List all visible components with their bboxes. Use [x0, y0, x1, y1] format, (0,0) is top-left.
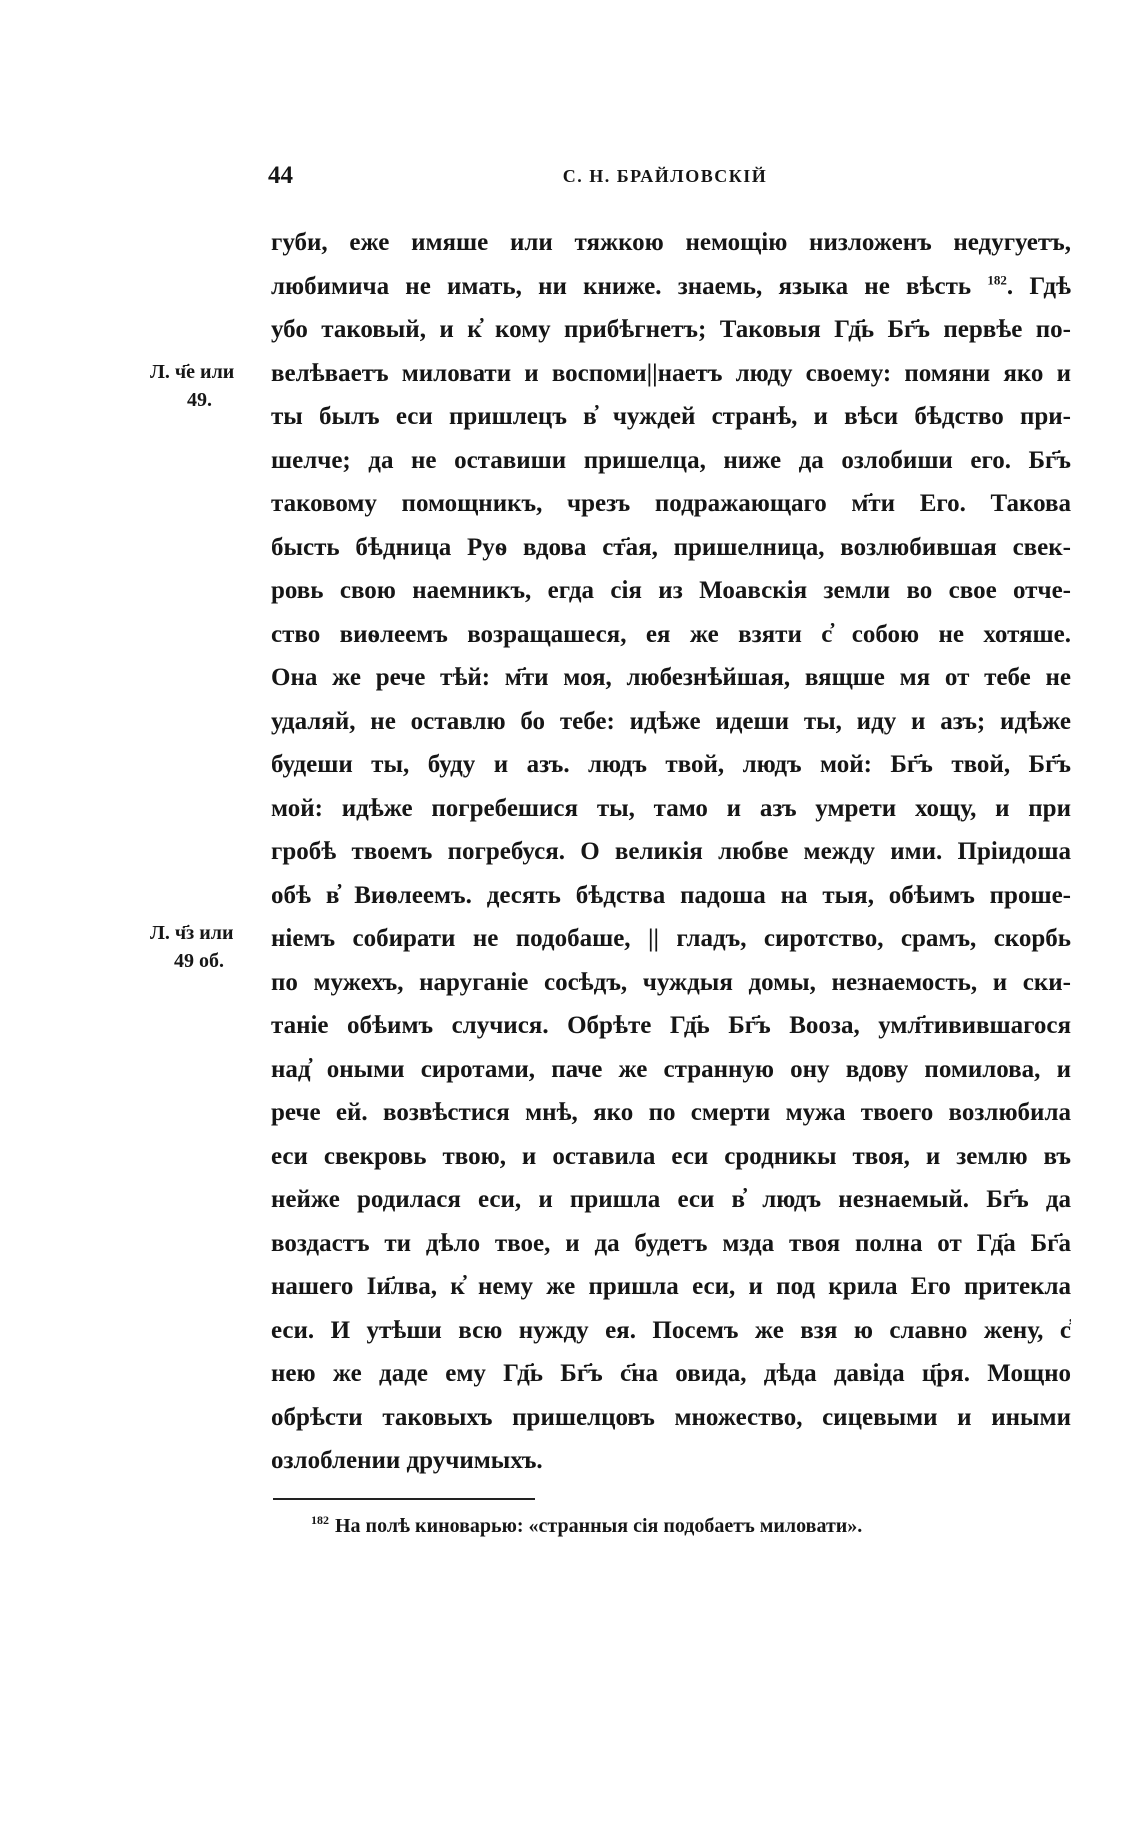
text-line — [271, 265, 1071, 309]
margin-note-line: 49. — [187, 389, 212, 411]
text-line: будеши ты, буду и азъ. людъ твой, людъ мой: Бг҃ъ твой, Бг҃ъ — [271, 751, 1071, 778]
text-line: над҆ оными сиротами, паче же странную ону вдову помилова, и — [271, 1055, 1071, 1083]
text-line: еси. И утѣши всю нужду ея. Посемъ же взя ю славно жену, с҆ — [271, 1316, 1071, 1344]
text-line: Она же рече тѣй: м҃ти моя, любезнѣйшая, вящше мя от тебе не — [271, 664, 1071, 691]
text-line: нею же даде ему Гд҃ь Бг҃ъ с҃на овида, дѣда давіда ц҃ря. Мощно — [271, 1360, 1071, 1387]
text-line: велѣваетъ миловати и воспоми||наетъ люду своему: помяни яко и — [271, 359, 1071, 387]
text-line: губи, еже имяше или тяжкою немощію низложенъ недугуетъ, — [271, 229, 1071, 256]
text-line: убо таковый, и к҆ кому прибѣгнетъ; Таковыя Гд҃ь Бг҃ъ первѣе по- — [271, 316, 1071, 343]
footnote-text: На полѣ киноварью: «странныя сія подобаетъ миловати». — [335, 1515, 863, 1537]
footnote-marker: 182 — [311, 1513, 329, 1528]
text-line: обѣ в҆ Виѳлеемъ. десять бѣдства падоша на тыя, обѣимъ проше- — [271, 881, 1071, 909]
text-line: ты былъ еси пришлецъ в҆ чуждей странѣ, и вѣси бѣдство при- — [271, 403, 1071, 430]
text-line: ніемъ собирати не подобаше, || гладъ, сиротство, срамъ, скорбь — [271, 925, 1071, 952]
text-line: воздастъ ти дѣло твое, и да будетъ мзда твоя полна от Гд҃а Бг҃а — [271, 1229, 1071, 1257]
text-line: шелче; да не оставиши пришелца, ниже да озлобиши его. Бг҃ъ — [271, 446, 1071, 474]
text-line: рече ей. возвѣстися мнѣ, яко по смерти мужа твоего возлюбила — [271, 1099, 1071, 1126]
text-segment: любимича не имать, ни книже. знаемь, языка не вѣсть — [271, 272, 988, 300]
text-line: озлоблении дручимыхъ. — [271, 1447, 543, 1474]
main-text — [271, 221, 1071, 1483]
margin-note-folio — [150, 358, 265, 414]
text-line: таніе обѣимъ случися. Обрѣте Гд҃ь Бг҃ъ Вооза, умл҃тивившагося — [271, 1012, 1071, 1039]
text-line: нейже родилася еси, и пришла еси в҆ людъ незнаемый. Бг҃ъ да — [271, 1186, 1071, 1213]
footnote-reference: 182 — [987, 272, 1007, 288]
text-line: мой: идѣже погребешися ты, тамо и азъ умрети хощу, и при — [271, 794, 1071, 822]
text-line: таковому помощникъ, чрезъ подражающаго м҃ти Его. Такова — [271, 490, 1071, 517]
footnote-rule — [273, 1498, 535, 1500]
text-segment: . Гдѣ — [1006, 272, 1071, 300]
text-line: бысть бѣдница Руѳ вдова ст҃ая, пришелница, возлюбившая свек- — [271, 533, 1071, 561]
footnote — [311, 1512, 1071, 1540]
page-number: 44 — [268, 162, 293, 189]
margin-note-folio — [150, 919, 265, 975]
text-line: нашего Іи҃лва, к҆ нему же пришла еси, и под крила Его притекла — [271, 1273, 1071, 1300]
text-line: по мужехъ, наруганіе сосѣдъ, чуждыя домы, незнаемость, и ски- — [271, 968, 1071, 996]
text-line: еси свекровь твою, и оставила еси сродникы твоя, и землю въ — [271, 1142, 1071, 1170]
text-line: удаляй, не оставлю бо тебе: идѣже идеши ты, иду и азъ; идѣже — [271, 707, 1071, 735]
text-line: гробѣ твоемъ погребуся. О великія любве между ими. Пріидоша — [271, 838, 1071, 865]
margin-note-line: Л. ч҃з или — [150, 922, 234, 944]
margin-note-line: Л. ч҃е или — [150, 361, 235, 383]
text-line: обрѣсти таковыхъ пришелцовъ множество, сицевыми и иными — [271, 1403, 1071, 1431]
margin-note-line: 49 об. — [174, 950, 224, 972]
text-line: ровь свою наемникъ, егда сія из Моавскія земли во свое отче- — [271, 577, 1071, 604]
running-head: С. Н. БРАЙЛОВСКІЙ — [562, 166, 768, 186]
text-line: ство виѳлеемъ возращашеся, ея же взяти с҆ собою не хотяше. — [271, 620, 1071, 648]
